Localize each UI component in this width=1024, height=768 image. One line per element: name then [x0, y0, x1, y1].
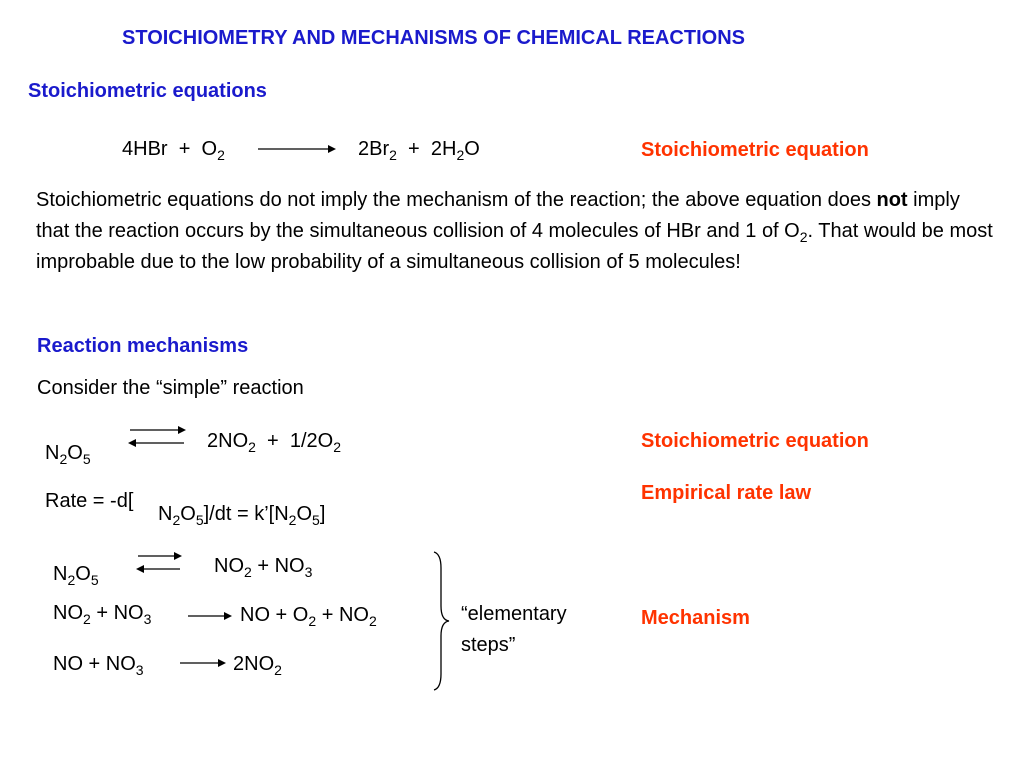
step1-products: $NO_2 + NO_3$	[214, 555, 313, 580]
elementary-steps-line2: steps”	[461, 634, 516, 656]
page-title: STOICHIOMETRY AND MECHANISMS OF CHEMICAL REACTIONS	[122, 27, 745, 49]
elementary-steps-line1: “elementary	[461, 603, 567, 625]
label-stoichiometric-equation: Stoichiometric equation	[641, 139, 869, 161]
section-heading-reaction-mechanisms: Reaction mechanisms	[37, 335, 249, 357]
rate-law-expression: $N_2O_5]/dt$ = $k’[N_2O_5]$	[158, 503, 326, 528]
label-stoichiometric-equation-2: Stoichiometric equation	[641, 430, 869, 452]
step1-reactant: $N_2O_5$	[53, 563, 99, 588]
step2-products: NO + $O_2 + NO_2$	[240, 604, 377, 629]
label-mechanism: Mechanism	[641, 607, 750, 629]
products-no2-o2: $2NO_2 + 1/2O_2$	[207, 430, 342, 455]
step3-forward-arrow	[180, 656, 230, 670]
intro-text: Consider the “simple” reaction	[37, 377, 304, 399]
label-empirical-rate-law: Empirical rate law	[641, 482, 812, 504]
forward-arrow	[258, 142, 338, 156]
step2-forward-arrow	[188, 609, 238, 623]
reaction-hbr-o2-products: $2Br_2 + 2H_2O$	[358, 138, 480, 163]
equilibrium-arrows	[128, 426, 188, 448]
curly-brace	[428, 550, 452, 692]
rate-law-lead: Rate = -d[	[45, 490, 134, 512]
reactant-n2o5: $N_2O_5$	[45, 442, 91, 467]
section-heading-stoichiometric-equations: Stoichiometric equations	[28, 80, 267, 102]
step1-equilibrium-arrows	[136, 552, 196, 574]
step2-reactants: $NO_2 + NO_3$	[53, 602, 152, 627]
reaction-hbr-o2-reactants: $4HBr + O_2$	[122, 138, 225, 163]
step3-reactants: NO + $NO_3$	[53, 653, 144, 678]
step3-products: $2NO_2$	[233, 653, 282, 678]
paragraph-explanation: Stoichiometric equations do not imply the mechanism of the reaction; the above equation does not imply that the reaction occurs by the simultaneous collision of 4 molecules of HBr and 1 of $O_2$. That would be most improbable due to the low probability of a simultaneous collision of 5 molecules!	[36, 189, 993, 273]
